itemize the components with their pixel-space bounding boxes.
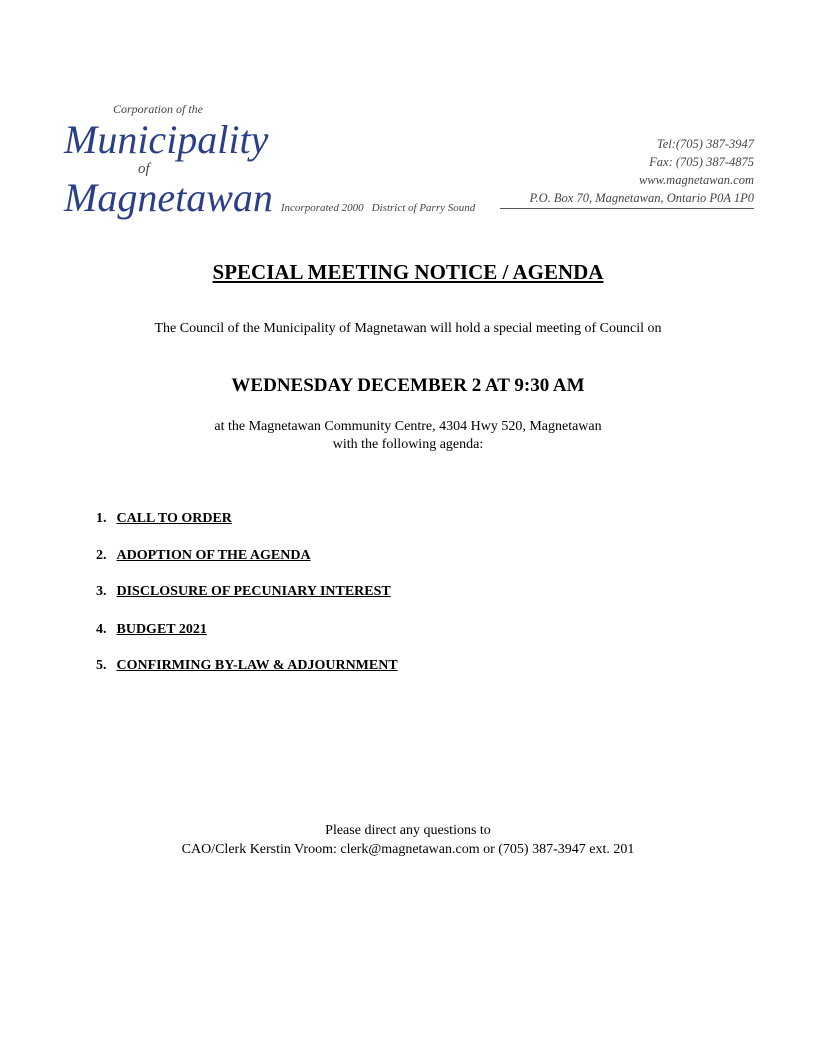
contact-address: P.O. Box 70, Magnetawan, Ontario P0A 1P0 <box>529 191 754 205</box>
letterhead-divider <box>500 208 754 209</box>
agenda-item: 1. CALL TO ORDER <box>96 511 232 526</box>
meeting-location: at the Magnetawan Community Centre, 4304 Hwy 520, Magnetawan <box>214 419 602 434</box>
agenda-item: 4. BUDGET 2021 <box>96 622 207 637</box>
agenda-item: 5. CONFIRMING BY-LAW & ADJOURNMENT <box>96 658 398 673</box>
agenda-item: 2. ADOPTION OF THE AGENDA <box>96 548 311 563</box>
footer-line1: Please direct any questions to <box>325 823 491 838</box>
logo-district: District of Parry Sound <box>371 202 476 214</box>
footer-contact: CAO/Clerk Kerstin Vroom: clerk@magnetawan.com or (705) 387-3947 ext. 201 <box>181 842 635 857</box>
agenda-item: 3. DISCLOSURE OF PECUNIARY INTEREST <box>96 584 391 599</box>
following-text: with the following agenda: <box>332 437 484 452</box>
logo-corporation: Corporation of the <box>113 102 204 116</box>
logo-of: of <box>138 161 150 177</box>
logo-name-row <box>64 175 476 220</box>
intro-text: The Council of the Municipality of Magnetawan will hold a special meeting of Council on <box>154 321 662 336</box>
logo-name: Magnetawan <box>64 175 273 220</box>
contact-fax: Fax: (705) 387-4875 <box>649 155 754 169</box>
contact-tel: Tel:(705) 387-3947 <box>656 137 754 151</box>
meeting-date: WEDNESDAY DECEMBER 2 AT 9:30 AM <box>231 375 585 396</box>
logo-municipality: Municipality <box>64 117 269 162</box>
page-title: SPECIAL MEETING NOTICE / AGENDA <box>212 260 604 284</box>
contact-web: www.magnetawan.com <box>638 173 754 187</box>
logo-incorporated: Incorporated 2000 <box>280 202 364 214</box>
